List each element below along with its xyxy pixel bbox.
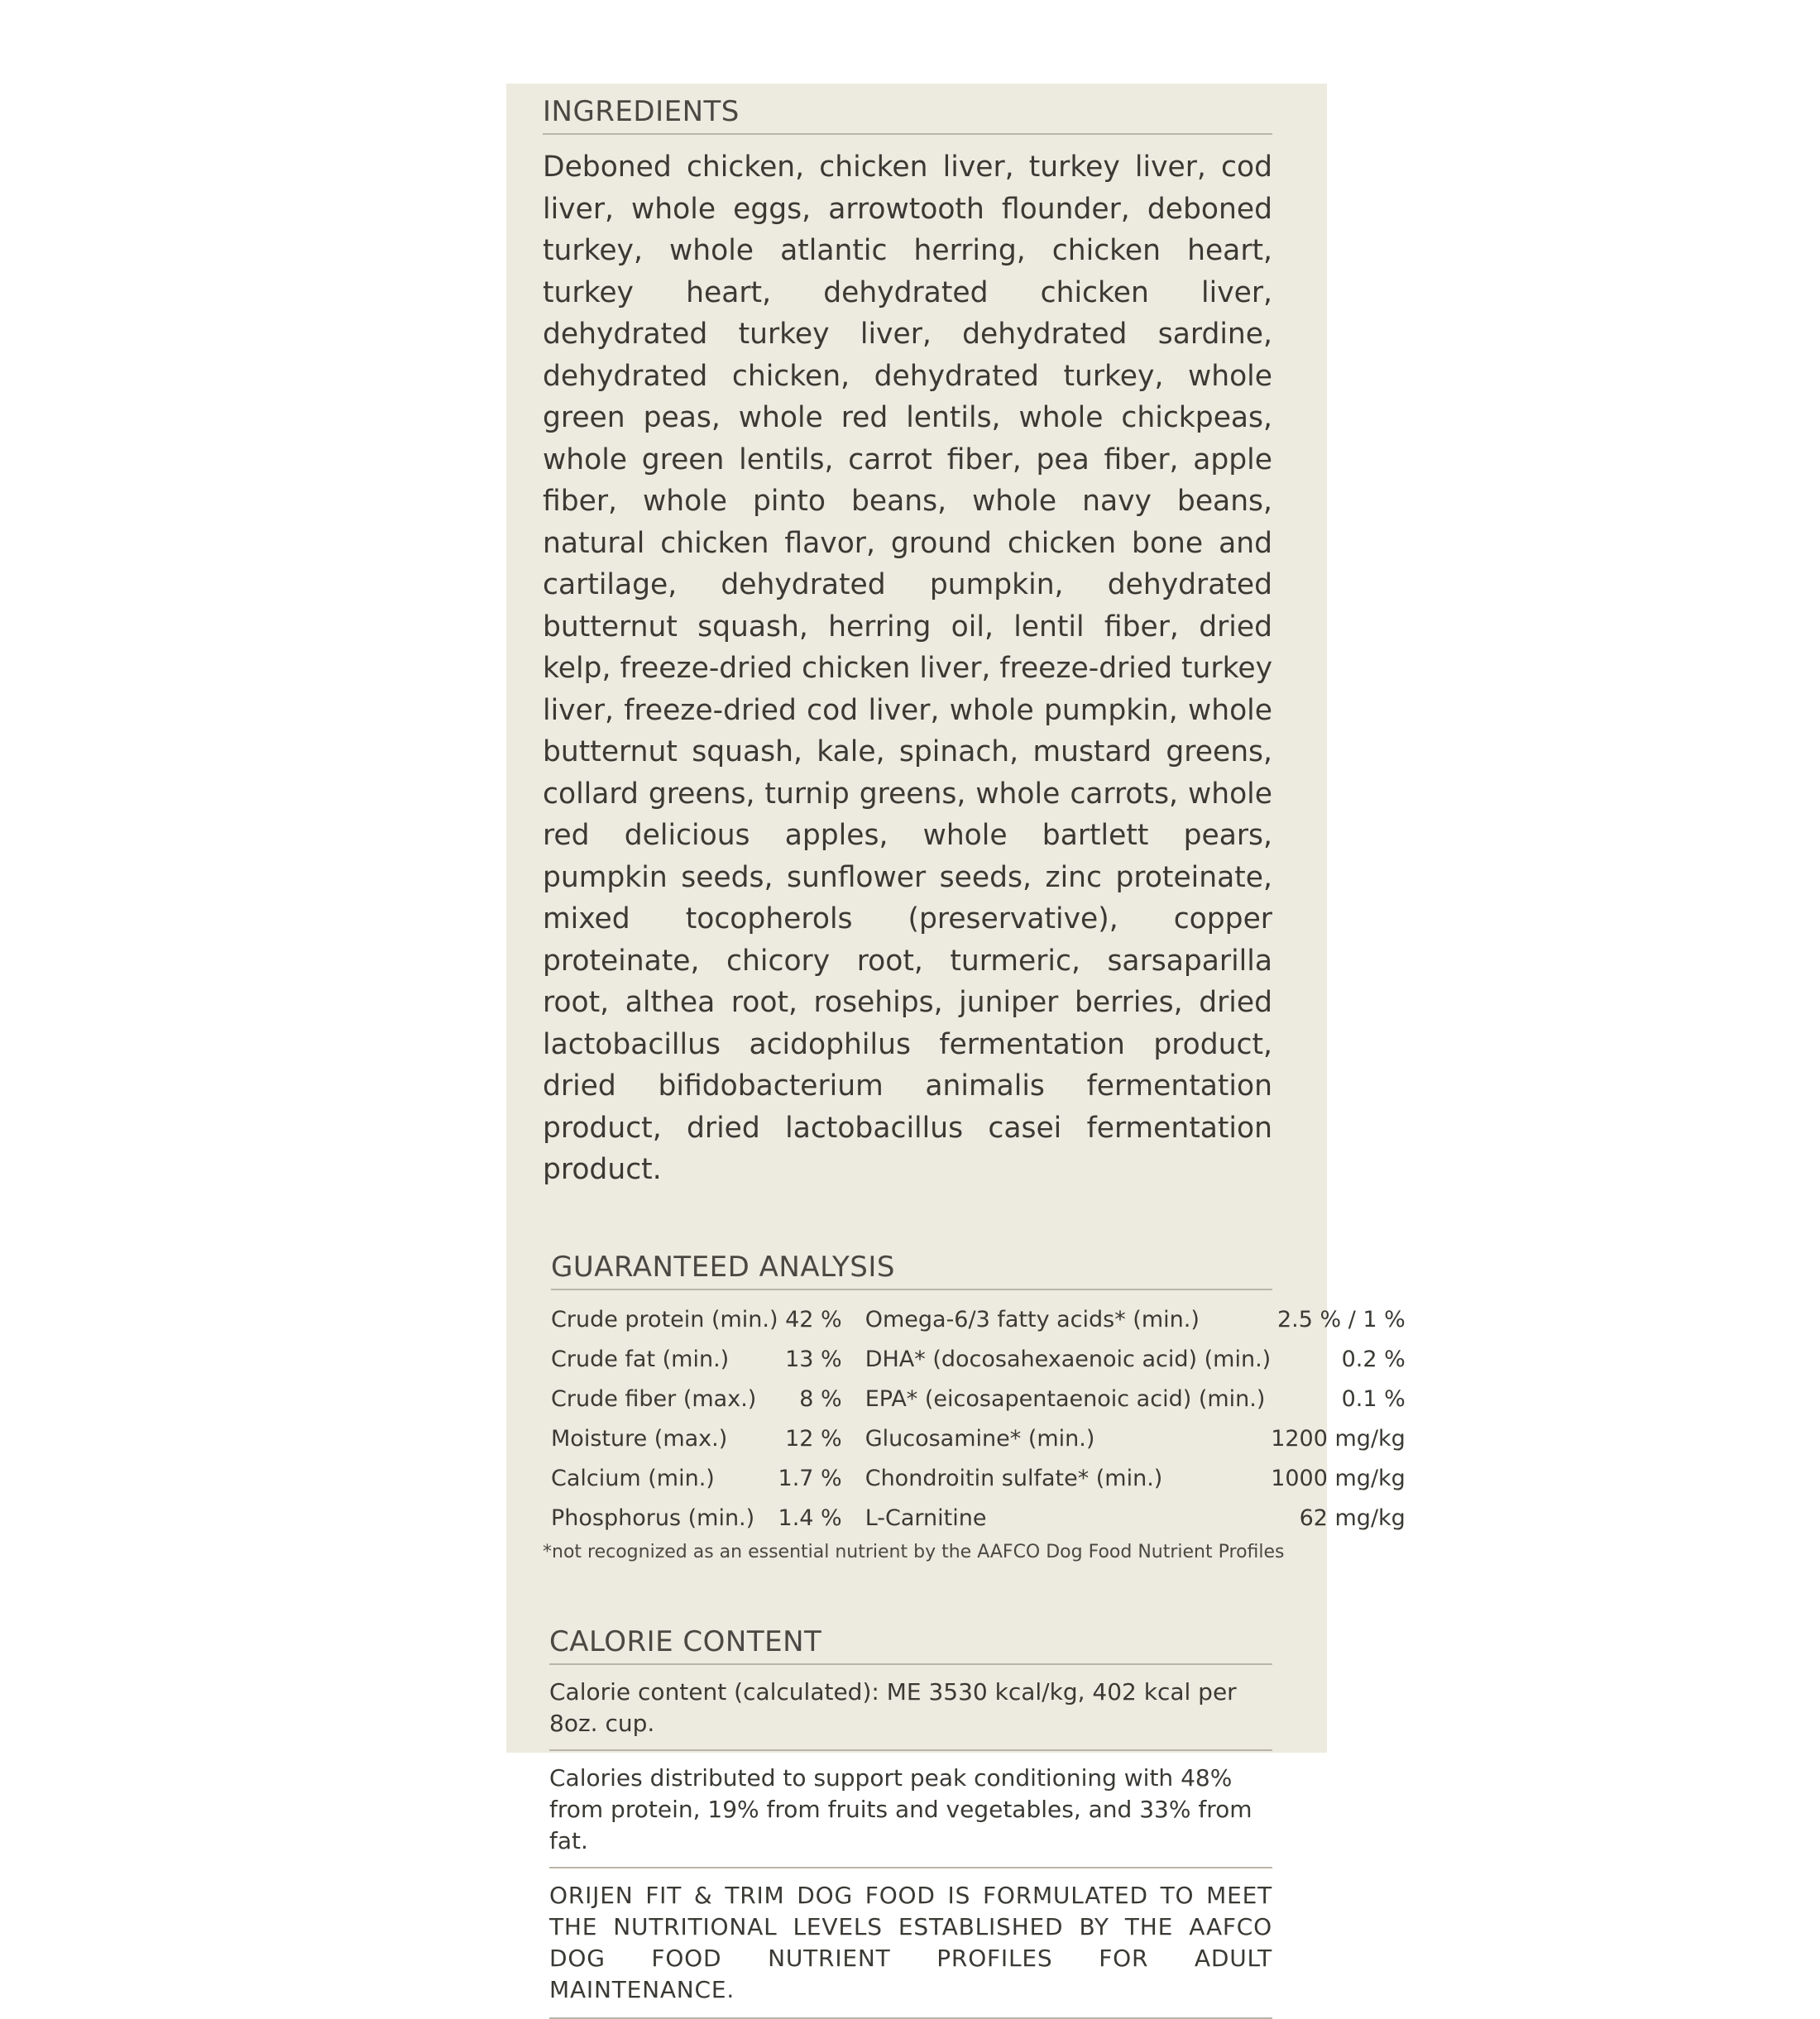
nutrient-label: Crude fat (min.) <box>551 1347 730 1372</box>
table-row <box>551 1419 1406 1459</box>
nutrient-value: 1.7 % <box>778 1466 842 1491</box>
nutrient-label: Omega-6/3 fatty acids* (min.) <box>864 1307 1200 1332</box>
label-panel <box>506 84 1406 2003</box>
nutrient-value: 0.1 % <box>1341 1386 1406 1412</box>
calorie-content-title: CALORIE CONTENT <box>549 1625 1272 1665</box>
ingredients-text: Deboned chicken, chicken liver, turkey liver, cod liver, whole eggs, arrowtooth flounder, deboned turkey, whole atlantic herring, chicken heart, turkey heart, dehydrated chicken liver, dehydrated turkey liver, dehydrated sardine, dehydrated chicken, dehydrated turkey, whole green peas, whole red lentils, whole chickpeas, whole green lentils, carrot fiber, pea fiber, apple fiber, whole pinto beans, whole navy beans, natural chicken flavor, ground chicken bone and cartilage, dehydrated pumpkin, dehydrated butternut squash, herring oil, lentil fiber, dried kelp, freeze-dried chicken liver, freeze-dried turkey liver, freeze-dried cod liver, whole pumpkin, whole butternut squash, kale, spinach, mustard greens, collard greens, turnip greens, whole carrots, whole red delicious apples, whole bartlett pears, pumpkin seeds, sunflower seeds, zinc proteinate, mixed tocopherols (preservative), copper proteinate, chicory root, turmeric, sarsaparilla root, althea root, rosehips, juniper berries, dried lactobacillus acidophilus fermentation product, dried bifidobacterium animalis fermentation product, dried lactobacillus casei fermentation product. <box>543 151 1272 1186</box>
calorie-distribution: Calories distributed to support peak conditioning with 48% from protein, 19% from fruits and vegetables, and 33% from fat. <box>549 1751 1272 1868</box>
nutrient-label: Calcium (min.) <box>551 1466 715 1491</box>
nutrient-value: 0.2 % <box>1341 1347 1406 1372</box>
nutrient-value: 12 % <box>785 1426 842 1452</box>
nutrient-label: Glucosamine* (min.) <box>864 1426 1095 1452</box>
ingredients-title: INGREDIENTS <box>543 95 1272 135</box>
table-row <box>551 1340 1406 1380</box>
nutrient-label: Chondroitin sulfate* (min.) <box>864 1466 1163 1491</box>
nutrient-value: 42 % <box>785 1307 842 1332</box>
nutrient-label: Crude protein (min.) <box>551 1307 778 1332</box>
nutrient-value: 1.4 % <box>778 1505 842 1531</box>
guaranteed-analysis-title: GUARANTEED ANALYSIS <box>551 1251 1272 1290</box>
nutrient-label: Moisture (max.) <box>551 1426 728 1452</box>
nutrient-value: 1200 mg/kg <box>1271 1426 1406 1452</box>
nutrient-label: Phosphorus (min.) <box>551 1505 755 1531</box>
nutrient-value: 2.5 % / 1 % <box>1276 1307 1406 1332</box>
table-row <box>551 1499 1406 1538</box>
nutrient-value: 8 % <box>799 1386 842 1412</box>
table-row <box>551 1459 1406 1499</box>
table-row <box>551 1380 1406 1419</box>
nutrient-label: Crude fiber (max.) <box>551 1386 757 1412</box>
nutrient-label: DHA* (docosahexaenoic acid) (min.) <box>864 1347 1272 1372</box>
nutrient-value: 62 mg/kg <box>1299 1505 1406 1531</box>
nutrient-value: 13 % <box>785 1347 842 1372</box>
aafco-statement: ORIJEN FIT & TRIM DOG FOOD IS FORMULATED TO MEET THE NUTRITIONAL LEVELS ESTABLISHED BY THE AAFCO DOG FOOD NUTRIENT PROFILES FOR ADULT MAINTENANCE. <box>549 1868 1272 2019</box>
nutrient-value: 1000 mg/kg <box>1271 1466 1406 1491</box>
nutrient-label: L-Carnitine <box>864 1505 987 1531</box>
guaranteed-analysis-table <box>551 1300 1406 1538</box>
nutrient-label: EPA* (eicosapentaenoic acid) (min.) <box>864 1386 1266 1412</box>
analysis-footnote: *not recognized as an essential nutrient by the AAFCO Dog Food Nutrient Profiles <box>543 1541 1285 1562</box>
table-row <box>551 1300 1406 1340</box>
calorie-calculated: Calorie content (calculated): ME 3530 kcal/kg, 402 kcal per 8oz. cup. <box>549 1665 1272 1751</box>
